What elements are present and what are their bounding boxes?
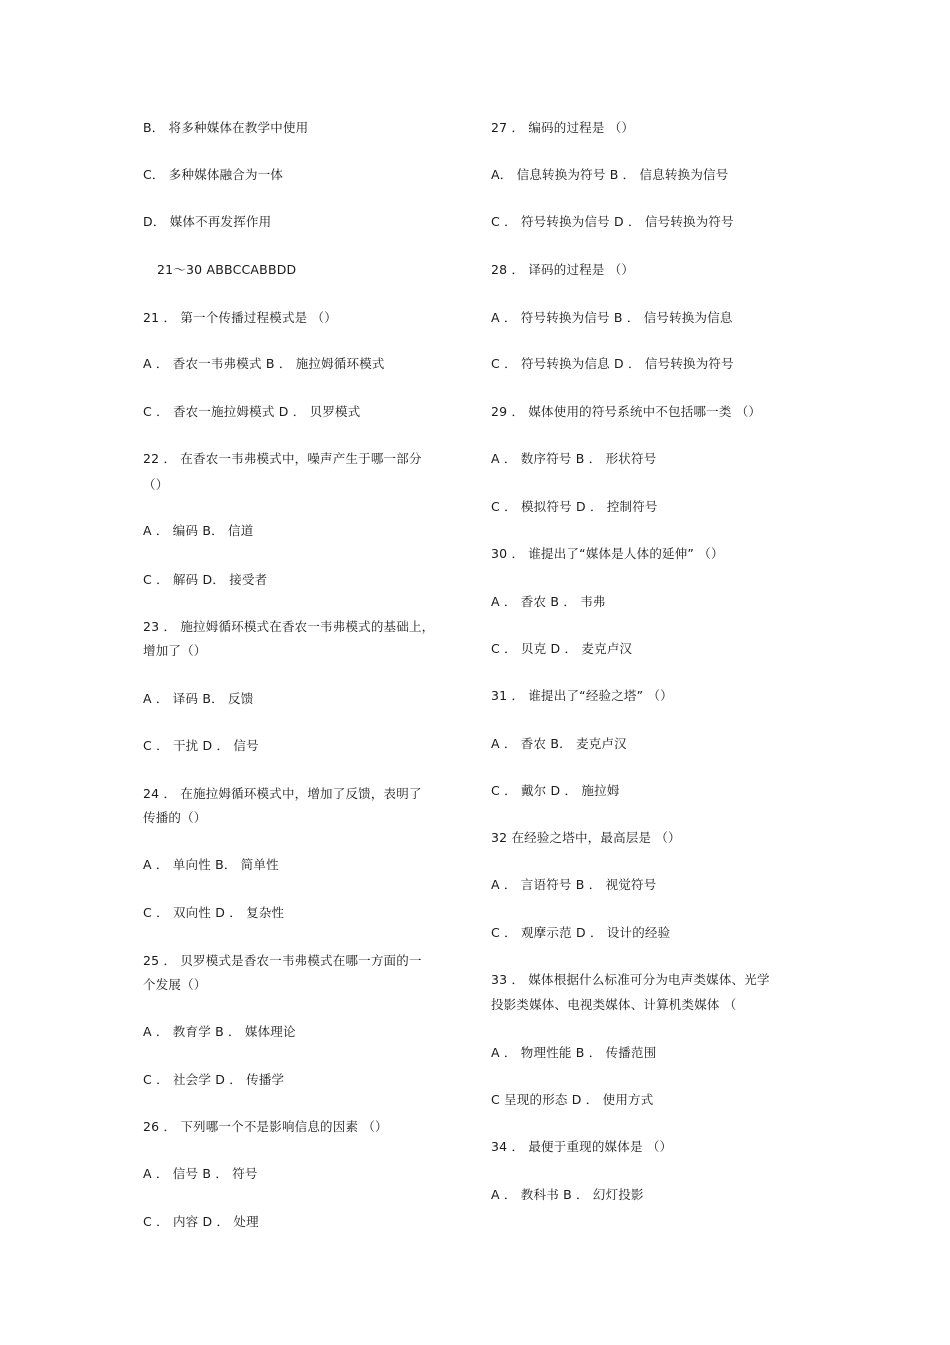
option-line: A ． 单向性 B． 简单性 [143,857,279,872]
option-line: A． 信息转换为符号 B ． 信息转换为信号 [491,167,729,182]
question-line: 26 ． 下列哪一个不是影响信息的因素 （） [143,1119,388,1134]
question-line: 34 ． 最便于重现的媒体是 （） [491,1139,673,1154]
question-line: 传播的（） [143,810,207,825]
option-line: C 呈现的形态 D ． 使用方式 [491,1092,654,1107]
option-line: C ． 符号转换为信息 D ． 信号转换为符号 [491,356,734,371]
option-line: A ． 香农 B． 麦克卢汉 [491,736,627,751]
question-line: 22 ． 在香农一韦弗模式中，噪声产生于哪一部分 [143,451,422,466]
option-line: C ． 香农一施拉姆模式 D ． 贝罗模式 [143,404,361,419]
question-line: 30 ． 谁提出了“媒体是人体的延伸” （） [491,546,724,561]
option-line: D． 媒体不再发挥作用 [143,214,272,229]
option-line: A ． 符号转换为信号 B ． 信号转换为信息 [491,310,733,325]
option-line: B． 将多种媒体在教学中使用 [143,120,309,135]
option-line: A ． 物理性能 B ． 传播范围 [491,1045,657,1060]
option-line: C ． 双向性 D ． 复杂性 [143,905,285,920]
option-line: C ． 社会学 D ． 传播学 [143,1072,285,1087]
question-line: 24 ． 在施拉姆循环模式中，增加了反馈，表明了 [143,786,422,801]
option-line: A ． 信号 B ． 符号 [143,1166,258,1181]
question-line: 28 ． 译码的过程是 （） [491,262,635,277]
answer-key: 21～30 ABBCCABBDD [157,262,297,277]
question-line: 29 ． 媒体使用的符号系统中不包括哪一类 （） [491,404,762,419]
question-line: 33 ． 媒体根据什么标准可分为电声类媒体、光学 [491,972,770,987]
option-line: C ． 模拟符号 D ． 控制符号 [491,499,658,514]
question-line: 21 ． 第一个传播过程模式是 （） [143,310,337,325]
option-line: C ． 符号转换为信号 D ． 信号转换为符号 [491,214,734,229]
question-line: 23 ． 施拉姆循环模式在香农一韦弗模式的基础上， [143,619,435,634]
option-line: C ． 解码 D． 接受者 [143,572,268,587]
option-line: A ． 数序符号 B ． 形状符号 [491,451,657,466]
option-line: A ． 编码 B． 信道 [143,523,254,538]
question-line: 31 ． 谁提出了“经验之塔” （） [491,688,673,703]
question-line: 25 ． 贝罗模式是香农一韦弗模式在哪一方面的一 [143,953,422,968]
question-line: 增加了（） [143,643,207,658]
option-line: A ． 香农 B ． 韦弗 [491,594,606,609]
option-line: C ． 贝克 D ． 麦克卢汉 [491,641,633,656]
option-line: C ． 观摩示范 D ． 设计的经验 [491,925,671,940]
question-line: 32 在经验之塔中，最高层是 （） [491,830,681,845]
option-line: A ． 香农一韦弗模式 B ． 施拉姆循环模式 [143,356,385,371]
option-line: A ． 译码 B． 反馈 [143,691,254,706]
option-line: C ． 戴尔 D ． 施拉姆 [491,783,620,798]
option-line: A ． 教科书 B ． 幻灯投影 [491,1187,644,1202]
question-line: 个发展（） [143,977,207,992]
option-line: C． 多种媒体融合为一体 [143,167,284,182]
question-line: 投影类媒体、电视类媒体、计算机类媒体 （ [491,997,737,1012]
option-line: C ． 内容 D ． 处理 [143,1214,259,1229]
option-line: A ． 言语符号 B ． 视觉符号 [491,877,657,892]
option-line: C ． 干扰 D ． 信号 [143,738,259,753]
question-line: 27 ． 编码的过程是 （） [491,120,635,135]
question-line: （） [143,477,169,492]
option-line: A ． 教育学 B ． 媒体理论 [143,1024,296,1039]
